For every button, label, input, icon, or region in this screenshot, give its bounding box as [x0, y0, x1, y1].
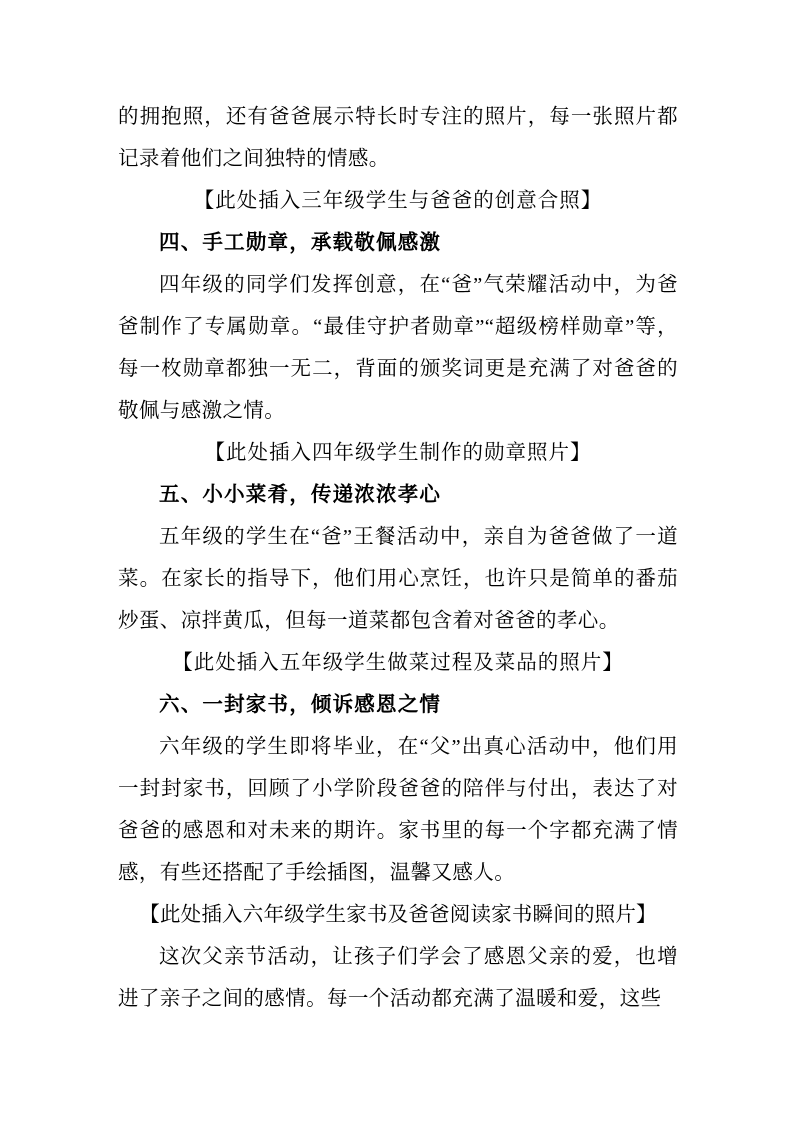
paragraph-grade5: 五年级的学生在“爸”王餐活动中，亲自为爸爸做了一道菜。在家长的指导下，他们用心烹饪，也许只是简单的番茄炒蛋、凉拌黄瓜，但每一道菜都包含着对爸爸的孝心。 [118, 526, 678, 632]
paragraph-grade4: 四年级的同学们发挥创意，在“爸”气荣耀活动中，为爸爸制作了专属勋章。“最佳守护者勋章”“超级榜样勋章”等，每一枚勋章都独一无二，背面的颁奖词更是充满了对爸爸的敬佩与感激之情。 [118, 274, 678, 422]
photo-placeholder-grade5: 【此处插入五年级学生做菜过程及菜品的照片】 [172, 652, 624, 674]
heading-section-five: 五、小小菜肴，传递浓浓孝心 [159, 484, 442, 506]
document-body [118, 96, 678, 1020]
heading-section-four: 四、手工勋章，承载敬佩感激 [159, 232, 442, 254]
paragraph-grade6: 六年级的学生即将毕业，在“父”出真心活动中，他们用一封封家书，回顾了小学阶段爸爸的陪伴与付出，表达了对爸爸的感恩和对未来的期许。家书里的每一个字都充满了情感，有些还搭配了手绘插图，温馨又感人。 [118, 736, 678, 884]
photo-placeholder-grade3: 【此处插入三年级学生与爸爸的创意合照】 [193, 190, 603, 212]
paragraph-closing: 这次父亲节活动，让孩子们学会了感恩父亲的爱，也增进了亲子之间的感情。每一个活动都充满了温暖和爱，这些 [118, 946, 678, 1010]
heading-section-six: 六、一封家书，倾诉感恩之情 [159, 694, 442, 716]
photo-placeholder-grade6: 【此处插入六年级学生家书及爸爸阅读家书瞬间的照片】 [139, 904, 657, 926]
paragraph-continued-top: 的拥抱照，还有爸爸展示特长时专注的照片，每一张照片都记录着他们之间独特的情感。 [118, 106, 678, 170]
photo-placeholder-grade4: 【此处插入四年级学生制作的勋章照片】 [204, 442, 592, 464]
